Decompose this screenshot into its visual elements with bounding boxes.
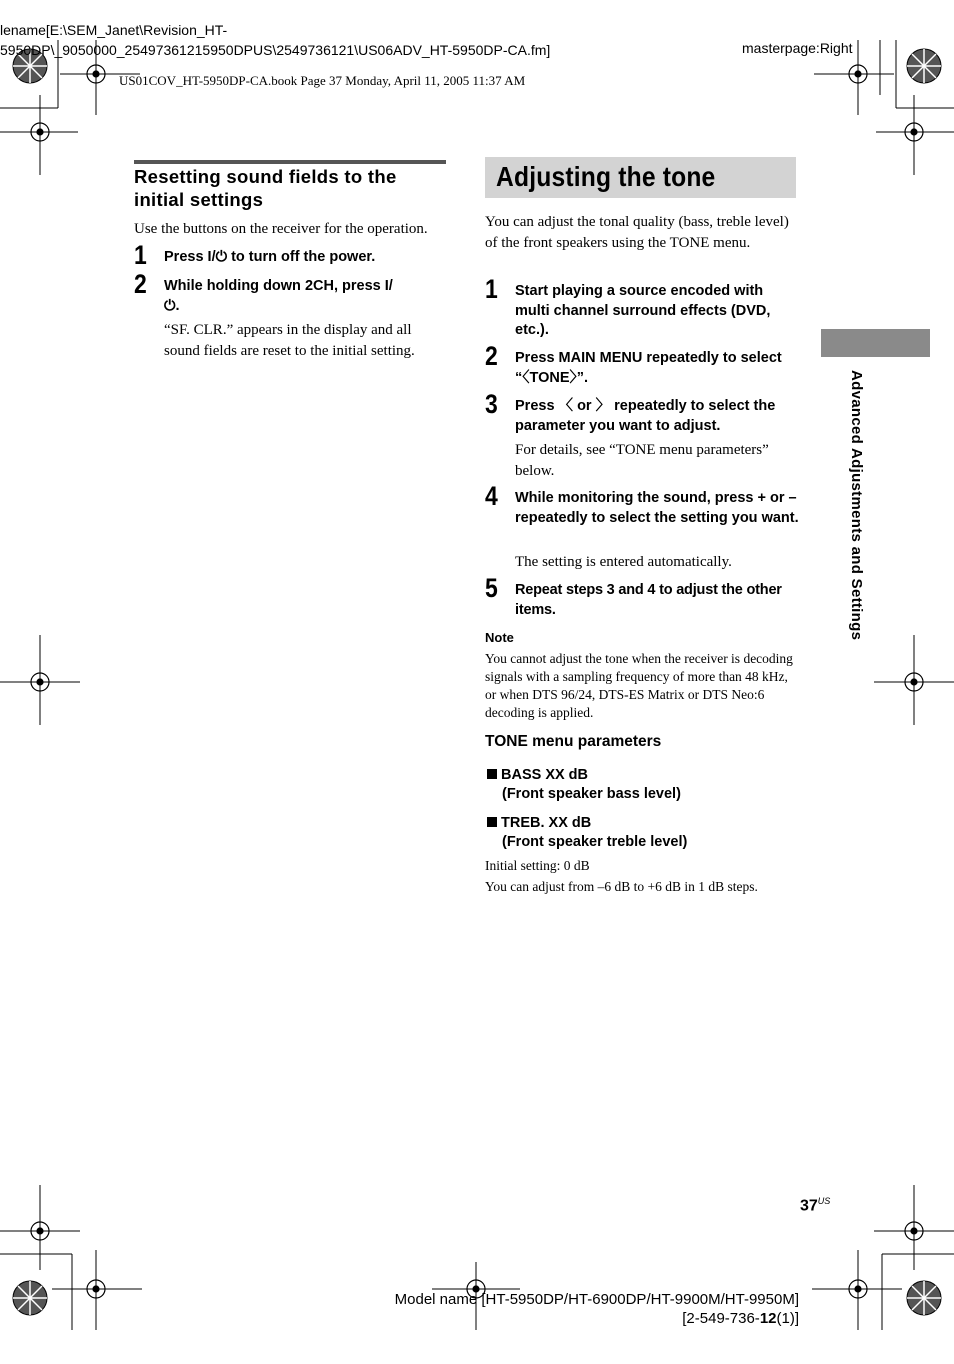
- file-path-header: lename[E:\SEM_Janet\Revision_HT-5950DP\_9050000_25497361215950DPUS\2549736121\US06ADV_HT-5950DP-CA.fm]: [0, 22, 551, 58]
- model-name: Model name [HT-5950DP/HT-6900DP/HT-9900M/HT-9950M]: [394, 1291, 799, 1308]
- left-step-text: While holding down 2CH, press I/⏻.: [164, 278, 393, 314]
- page-number-suffix: US: [817, 1196, 831, 1206]
- right-step-number: 2: [485, 341, 498, 371]
- right-step-number: 1: [485, 274, 498, 304]
- section-heading-reset: Resetting sound fields to the initial settings: [134, 160, 446, 211]
- note-label: Note: [485, 630, 514, 645]
- param-desc: (Front speaker bass level): [502, 786, 681, 802]
- masterpage-label: masterpage:Right: [742, 40, 853, 56]
- page-number-value: 37: [800, 1197, 818, 1215]
- part-number-prefix: [2-549-736-: [682, 1310, 760, 1327]
- book-info-line: US01COV_HT-5950DP-CA.book Page 37 Monday, April 11, 2005 11:37 AM: [119, 73, 526, 88]
- right-step-number: 5: [485, 573, 498, 603]
- part-number-bold: 12: [759, 1310, 777, 1327]
- right-step-number: 4: [485, 481, 498, 511]
- param-desc: (Front speaker treble level): [502, 834, 688, 850]
- square-bullet-icon: [487, 769, 497, 779]
- left-intro-text: Use the buttons on the receiver for the operation.: [134, 221, 428, 237]
- page-number: [800, 1196, 830, 1215]
- left-step-text: Press I/⏻ to turn off the power.: [164, 249, 376, 265]
- param-name: BASS XX dB: [501, 767, 589, 783]
- side-tab-label: Advanced Adjustments and Settings: [848, 370, 865, 641]
- right-step-number: 3: [485, 389, 498, 419]
- range-text: You can adjust from –6 dB to +6 dB in 1 dB steps.: [485, 879, 758, 894]
- square-bullet-icon: [487, 817, 497, 827]
- left-step-number: 2: [134, 269, 147, 299]
- param-item: [487, 814, 591, 834]
- right-step-note: For details, see “TONE menu parameters” below.: [515, 442, 769, 479]
- part-number-suffix: (1)]: [776, 1310, 799, 1327]
- right-step-text: Repeat steps 3 and 4 to adjust the other items.: [515, 582, 782, 618]
- param-item: [487, 766, 588, 786]
- note-text: You cannot adjust the tone when the receiver is decoding signals with a sampling frequency of more than 48 kHz, or when DTS 96/24, DTS-ES Matrix or DTS Neo:6 decoding is applied.: [485, 651, 793, 720]
- right-step-note: The setting is entered automatically.: [515, 554, 732, 570]
- param-name: TREB. XX dB: [501, 815, 592, 831]
- initial-setting-text: Initial setting: 0 dB: [485, 858, 590, 873]
- params-heading: TONE menu parameters: [485, 733, 662, 750]
- side-tab-bar: [821, 329, 930, 357]
- right-step-text: Start playing a source encoded with multi channel surround effects (DVD, etc.).: [515, 283, 771, 338]
- right-step-text: Press MAIN MENU repeatedly to select “〈TONE〉”.: [515, 350, 782, 386]
- left-step-number: 1: [134, 240, 147, 270]
- right-intro-text: You can adjust the tonal quality (bass, treble level) of the front speakers using the TONE menu.: [485, 214, 789, 251]
- right-step-text: Press 〈 or 〉 repeatedly to select the parameter you want to adjust.: [515, 398, 776, 434]
- part-number: [640, 1310, 799, 1327]
- left-step-note: “SF. CLR.” appears in the display and all sound fields are reset to the initial setting.: [164, 322, 415, 359]
- page-title: Adjusting the tone: [496, 161, 716, 192]
- right-step-text: While monitoring the sound, press + or – repeatedly to select the setting you want.: [515, 490, 799, 526]
